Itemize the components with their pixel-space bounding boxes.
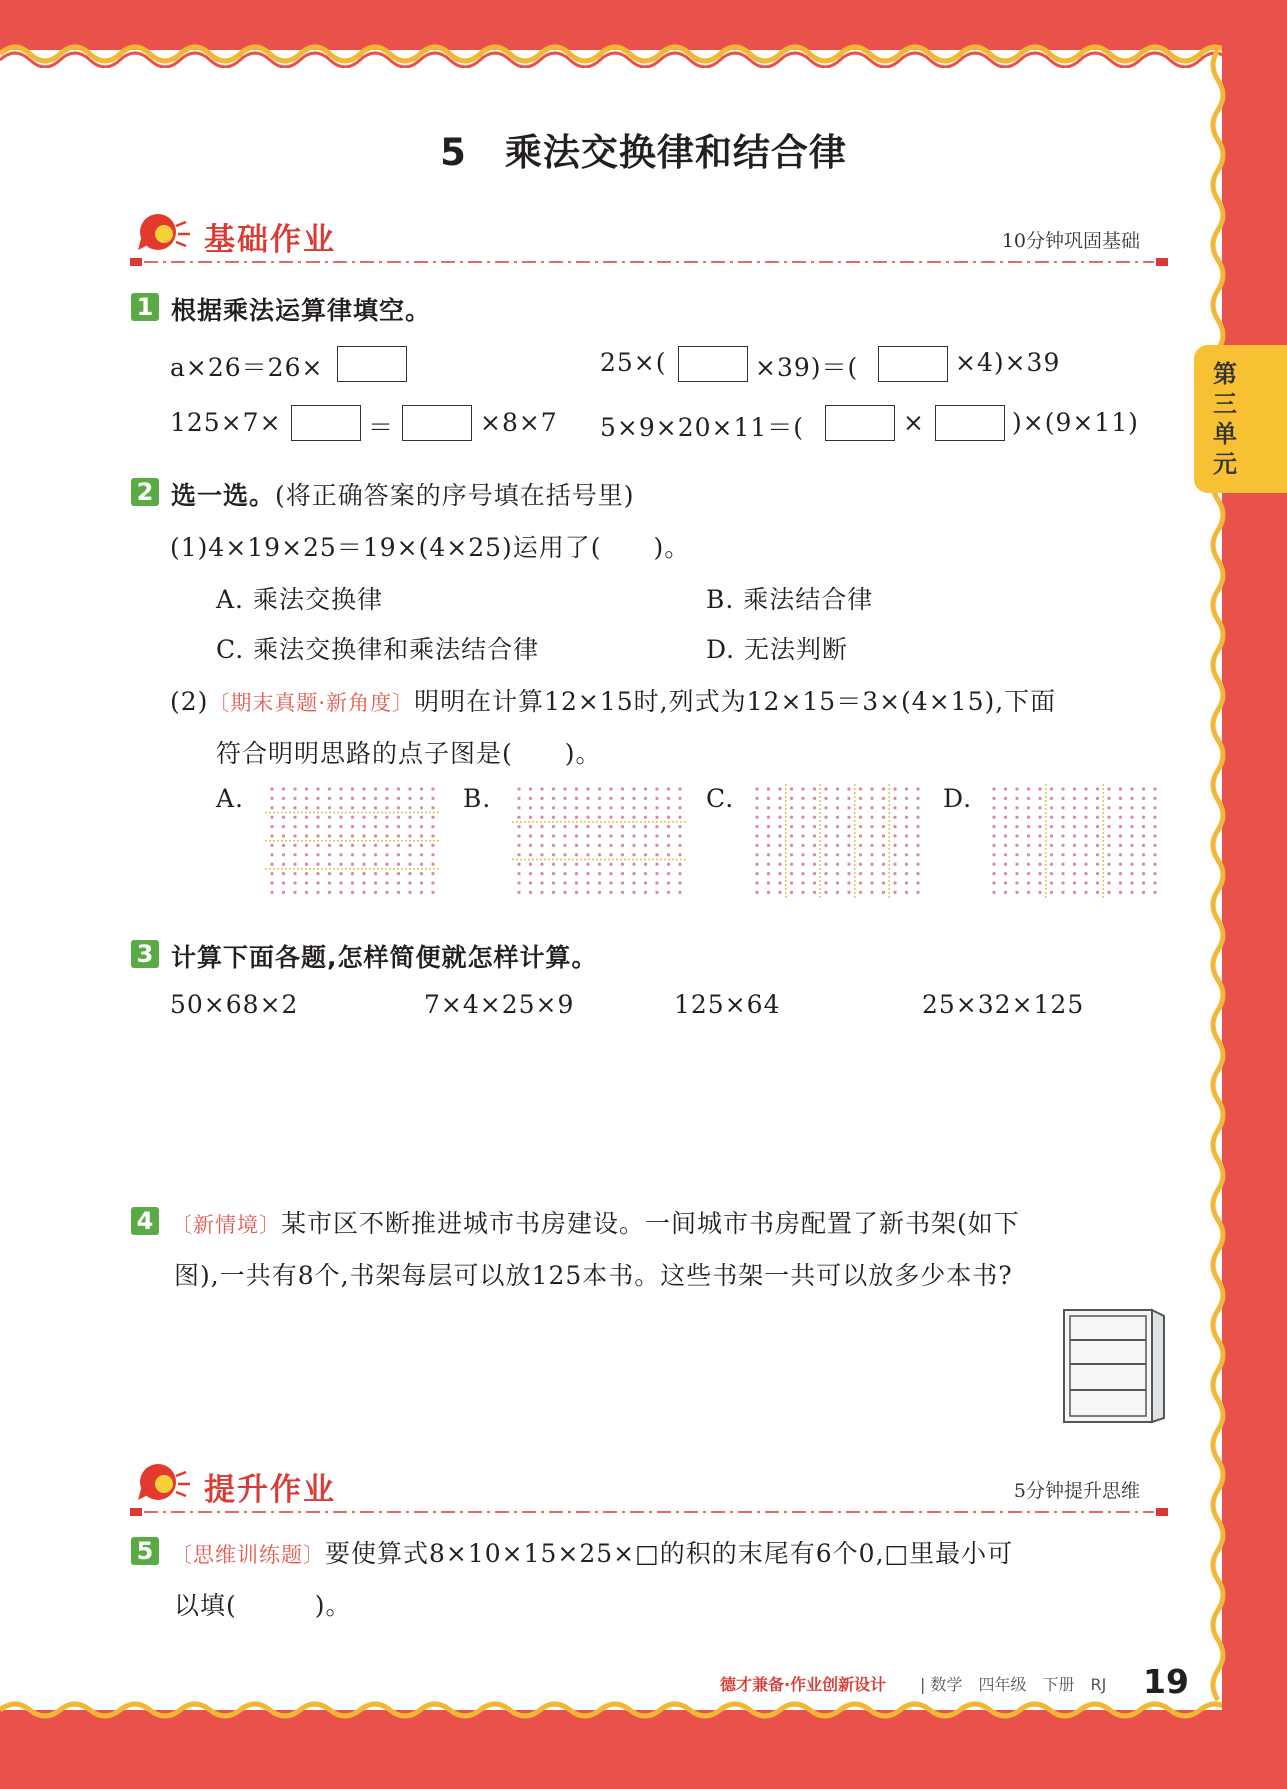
q5-tag: 〔思维训练题〕: [171, 1543, 325, 1567]
q3-expression-4: 25×32×125: [922, 990, 1085, 1019]
section-advanced-header: [130, 1456, 1170, 1516]
footer-brand: 德才兼备·作业创新设计: [720, 1675, 887, 1694]
q4-line1: [171, 1204, 1020, 1240]
answer-box[interactable]: [402, 405, 472, 441]
dot-diagram-label-a[interactable]: A.: [216, 784, 245, 813]
page-number: 19: [1143, 1662, 1189, 1701]
dot-diagram-label-b[interactable]: B.: [463, 784, 492, 813]
section-divider: [130, 256, 1170, 268]
answer-box[interactable]: [825, 405, 895, 441]
section-advanced-sub: 5分钟提升思维: [1013, 1480, 1140, 1502]
dot-diagram-label-d[interactable]: D.: [943, 784, 973, 813]
q1-row1-right-part2: ×39)＝(: [755, 353, 859, 382]
answer-box[interactable]: [878, 346, 948, 382]
question-number-5: 5: [131, 1537, 159, 1565]
question-2-title-main: 选一选。: [171, 481, 276, 510]
dot-diagram-c[interactable]: [748, 782, 928, 900]
answer-box[interactable]: [935, 405, 1005, 441]
q2-part2-tag: 〔期末真题·新角度〕: [208, 691, 415, 715]
question-2-title-note: (将正确答案的序号填在括号里): [275, 481, 635, 510]
lesson-title: 5 乘法交换律和结合律: [440, 131, 847, 174]
dot-diagram-a[interactable]: [263, 782, 443, 900]
q5-line1: [171, 1534, 1013, 1570]
q2-part2-text: 明明在计算12×15时,列式为12×15＝3×(4×15),下面: [414, 687, 1057, 716]
question-number-2: 2: [131, 478, 159, 506]
bottom-wave-border: [0, 1698, 1222, 1726]
q5-line2: 以填( )。: [174, 1591, 352, 1620]
q1-row2-right-part3: )×(9×11): [1012, 408, 1139, 437]
section-basic-sub: 10分钟巩固基础: [1001, 230, 1140, 252]
q2-option-c[interactable]: C. 乘法交换律和乘法结合律: [216, 635, 540, 664]
section-advanced-title: 提升作业: [204, 1472, 336, 1508]
section-divider: [130, 1506, 1170, 1518]
dot-diagram-d[interactable]: [985, 782, 1165, 900]
answer-box[interactable]: [291, 405, 361, 441]
q1-row2-right-part1: 5×9×20×11＝(: [600, 413, 805, 442]
q1-row2-right-part2: ×: [903, 408, 925, 437]
unit-tab-label: 第 三 单 元: [1213, 360, 1237, 478]
question-number-3: 3: [131, 940, 159, 968]
q3-expression-2: 7×4×25×9: [424, 990, 575, 1019]
q1-row2-left-part2: ＝: [368, 413, 395, 442]
q2-part2-line2: 符合明明思路的点子图是( )。: [216, 739, 602, 768]
section-basic-title: 基础作业: [204, 222, 336, 258]
section-basic-header: [130, 206, 1170, 266]
unit-side-tab: [1194, 345, 1287, 493]
q2-part1-text: (1)4×19×25＝19×(4×25)运用了( )。: [170, 533, 691, 562]
q4-line2: 图),一共有8个,书架每层可以放125本书。这些书架一共可以放多少本书?: [174, 1261, 1013, 1290]
q2-option-b[interactable]: B. 乘法结合律: [706, 585, 874, 614]
question-number-4: 4: [131, 1207, 159, 1235]
top-wave-border: [0, 40, 1222, 68]
q4-line1-text: 某市区不断推进城市书房建设。一间城市书房配置了新书架(如下: [281, 1209, 1020, 1238]
bookshelf-icon: [1060, 1306, 1166, 1426]
q3-expression-1: 50×68×2: [170, 990, 299, 1019]
footer-meta: | 数学 四年级 下册 RJ: [920, 1675, 1107, 1694]
q2-part2-prefix: (2): [170, 687, 209, 716]
question-1-title: 根据乘法运算律填空。: [171, 296, 432, 325]
q1-row2-left-part3: ×8×7: [480, 408, 558, 437]
dot-diagram-b[interactable]: [510, 782, 690, 900]
q1-row1-right-part1: 25×(: [600, 348, 667, 377]
question-2-title: [171, 476, 635, 512]
q1-row1-left: a×26＝26×: [170, 353, 324, 382]
question-3-title: 计算下面各题,怎样简便就怎样计算。: [171, 943, 598, 972]
q2-option-d[interactable]: D. 无法判断: [706, 635, 849, 664]
right-wave-border: [1208, 50, 1238, 1710]
q4-tag: 〔新情境〕: [171, 1213, 281, 1237]
q1-row2-left-part1: 125×7×: [170, 408, 282, 437]
q5-line1-text: 要使算式8×10×15×25×□的积的末尾有6个0,□里最小可: [325, 1539, 1014, 1568]
question-number-1: 1: [131, 293, 159, 321]
dot-diagram-label-c[interactable]: C.: [706, 784, 735, 813]
answer-box[interactable]: [678, 346, 748, 382]
q2-option-a[interactable]: A. 乘法交换律: [216, 585, 383, 614]
q2-part2-line1: [170, 682, 1056, 718]
answer-box[interactable]: [337, 346, 407, 382]
q3-expression-3: 125×64: [674, 990, 781, 1019]
q1-row1-right-part3: ×4)×39: [955, 348, 1061, 377]
